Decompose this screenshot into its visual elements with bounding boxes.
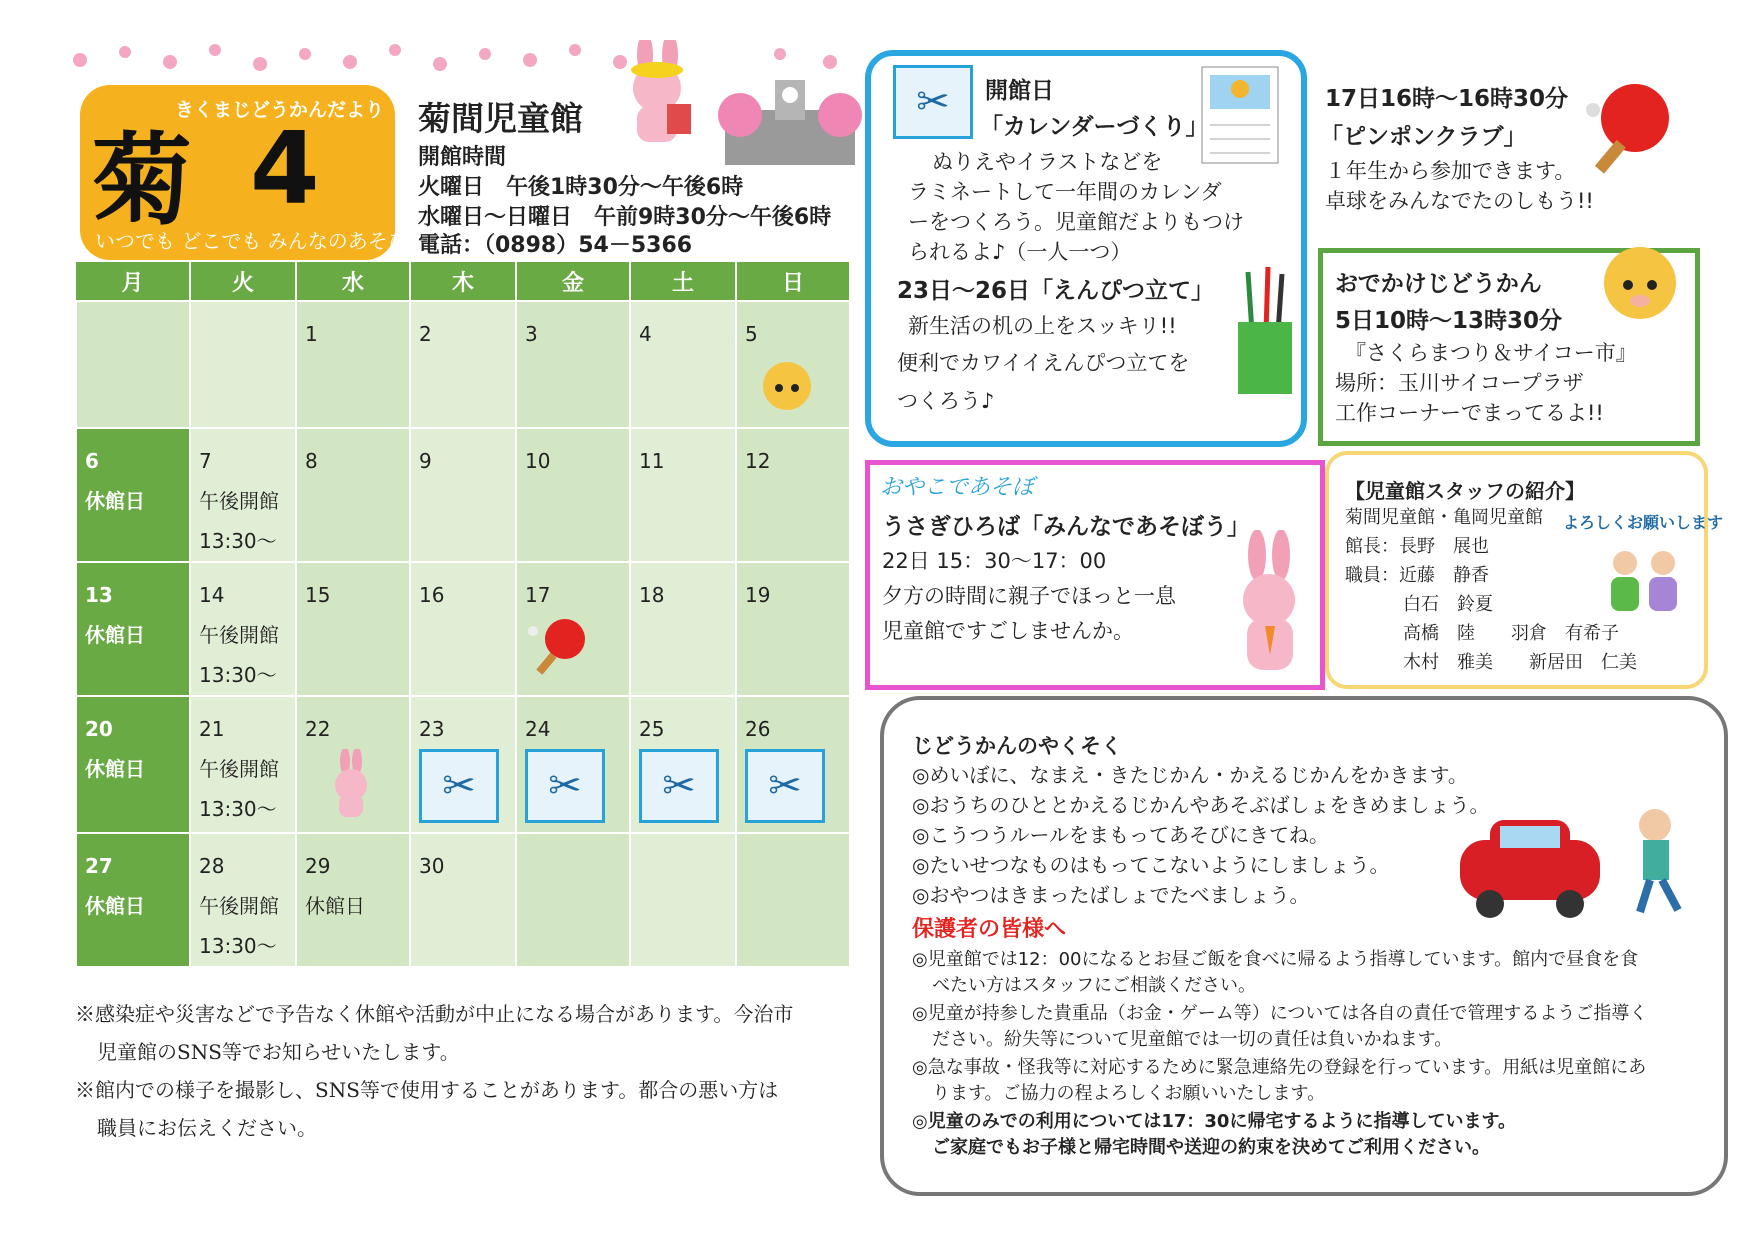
phone-number: 電話：（0898）54－5366: [418, 233, 693, 258]
day-cell: 12: [736, 428, 850, 562]
weekday-fri: 金: [516, 262, 630, 301]
day-number: 17: [525, 583, 551, 607]
weekday-tue: 火: [190, 262, 296, 301]
outing-place: 場所：玉川サイコープラザ: [1335, 371, 1584, 395]
outing-title: おでかけじどうかん: [1335, 271, 1542, 297]
logo-arc-text: きくまじどうかんだより: [175, 99, 385, 121]
staff-member-3: 高橋 陸 羽倉 有希子: [1403, 623, 1619, 644]
outing-message: 工作コーナーでまってるよ!!: [1335, 401, 1604, 425]
day-number: 23: [419, 717, 445, 741]
outing-time: 5日10時～13時30分: [1335, 308, 1563, 334]
day-cell: 8: [296, 428, 410, 562]
logo-month: 4: [250, 110, 320, 227]
monday-cell: [76, 428, 190, 562]
afternoon-open-time: 13:30～: [199, 797, 277, 821]
hours-tuesday: 火曜日 午後1時30分～午後6時: [418, 175, 744, 200]
day-number: 13: [85, 583, 113, 607]
calendar-week: [76, 833, 850, 967]
staff-member-4: 木村 雅美 新居田 仁美: [1403, 652, 1637, 673]
calendar-week: [76, 428, 850, 562]
rule-5: ◎おやつはきまったばしょでたべましょう。: [912, 883, 1310, 907]
parent-child-desc-1: 夕方の時間に親子でほっと一息: [882, 584, 1176, 608]
pingpong-desc-1: １年生から参加できます。: [1325, 159, 1576, 183]
tiger-mascot-icon: [1590, 235, 1690, 329]
day-cell: [736, 301, 850, 428]
guardian-note-3b: ります。ご協力の程よろしくお願いいたします。: [932, 1083, 1326, 1104]
tuesday-cell: [190, 428, 296, 562]
staff-greeting: よろしくお願いします: [1563, 513, 1724, 532]
day-cell: 2: [410, 301, 516, 428]
outing-event: 『さくらまつり＆サイコー市』: [1345, 341, 1637, 365]
guardian-note-4b: ご家庭でもお子様と帰宅時間や送迎の約束を決めてご利用ください。: [932, 1137, 1490, 1158]
day-cell: [630, 833, 736, 967]
pencil-stand-desc-3: つくろう♪: [897, 389, 995, 413]
pencil-stand-desc-2: 便利でカワイイえんぴつ立てを: [897, 351, 1190, 375]
note-photo-2: 職員にお伝えください。: [97, 1116, 317, 1140]
guardian-note-1a: ◎児童館では12：00になるとお昼ご飯を食べに帰るよう指導しています。館内で昼食を食: [912, 949, 1639, 970]
day-number: 26: [745, 717, 771, 741]
calendar-event-desc-2: ラミネートして一年間のカレンダ: [908, 180, 1222, 204]
monday-cell: [76, 833, 190, 967]
day-cell: 15: [296, 562, 410, 696]
weekday-mon: 月: [76, 262, 190, 301]
guardian-note-4a: ◎児童のみでの利用については17：30に帰宅するように指導しています。: [912, 1111, 1517, 1132]
closed-label: 休館日: [85, 623, 145, 647]
day-number: 22: [305, 717, 331, 741]
pingpong-desc-2: 卓球をみんなでたのしもう!!: [1325, 189, 1594, 213]
calendar-event-desc-1: ぬりえやイラストなどを: [932, 150, 1163, 174]
guardian-note-1b: べたい方はスタッフにご相談ください。: [932, 975, 1256, 996]
parent-child-title: うさぎひろば「みんなであそぼう」: [882, 514, 1250, 540]
weekday-thu: 木: [410, 262, 516, 301]
rabbit-icon: [305, 749, 375, 819]
day-number: 24: [525, 717, 551, 741]
day-cell: [410, 696, 516, 833]
scissors-icon: ✂: [419, 749, 499, 823]
day-cell: [736, 833, 850, 967]
calendar-icon: [1200, 65, 1280, 169]
staff-head: 館長：長野 展也: [1345, 536, 1489, 557]
hours-label: 開館時間: [418, 145, 507, 170]
guardian-title: 保護者の皆様へ: [912, 917, 1067, 942]
afternoon-open-label: 午後開館: [199, 894, 279, 918]
page-title: 菊間児童館: [418, 99, 583, 138]
day-number: 5: [745, 322, 758, 346]
calendar-week: [76, 301, 850, 428]
monthly-calendar: [75, 262, 851, 968]
afternoon-open-label: 午後開館: [199, 489, 279, 513]
ping-pong-paddle-icon: [525, 615, 595, 675]
calendar-event-desc-4: られるよ♪（一人一つ）: [908, 240, 1132, 264]
guardian-note-2b: ださい。紛失等について児童館では一切の責任は負いかねます。: [932, 1029, 1453, 1050]
note-closure-1: ※感染症や災害などで予告なく休館や活動が中止になる場合があります。今治市: [75, 1002, 794, 1026]
afternoon-open-time: 13:30～: [199, 934, 277, 958]
parent-child-desc-2: 児童館ですごしませんか。: [882, 619, 1134, 643]
rabbit-icon: [1225, 530, 1315, 679]
day-cell: [630, 696, 736, 833]
closed-label: 休館日: [305, 894, 365, 918]
tiger-mascot-icon: [745, 354, 825, 414]
day-number: 21: [199, 717, 225, 741]
logo-kanji: 菊: [92, 121, 192, 239]
afternoon-open-label: 午後開館: [199, 623, 279, 647]
day-cell: [516, 696, 630, 833]
day-cell: 19: [736, 562, 850, 696]
rule-4: ◎たいせつなものはもってこないようにしましょう。: [912, 853, 1390, 877]
calendar-event-label: 開館日: [985, 78, 1054, 104]
pencil-cup-icon: [1230, 262, 1300, 401]
traffic-safety-illustration: [1450, 800, 1710, 929]
parent-child-time: 22日 15：30～17：00: [882, 549, 1107, 573]
day-cell: [296, 696, 410, 833]
rule-2: ◎おうちのひととかえるじかんやあそぶばしょをきめましょう。: [912, 793, 1490, 817]
ping-pong-paddle-icon: [1585, 78, 1675, 182]
day-cell: 10: [516, 428, 630, 562]
calendar-event-desc-3: ーをつくろう。児童館だよりもつけ: [908, 210, 1244, 234]
day-cell: 11: [630, 428, 736, 562]
tuesday-cell: [190, 696, 296, 833]
scissors-icon: ✂: [745, 749, 825, 823]
day-number: 25: [639, 717, 665, 741]
weekday-wed: 水: [296, 262, 410, 301]
weekday-sun: 日: [736, 262, 850, 301]
day-cell: 1: [296, 301, 410, 428]
scissors-icon: ✂: [639, 749, 719, 823]
staff-people-icon: [1605, 545, 1685, 619]
day-number: 6: [85, 449, 99, 473]
pingpong-time: 17日16時～16時30分: [1325, 86, 1569, 112]
hours-wed-sun: 水曜日～日曜日 午前9時30分～午後6時: [418, 205, 832, 230]
rule-3: ◎こうつうルールをまもってあそびにきてね。: [912, 823, 1330, 847]
note-photo-1: ※館内での様子を撮影し、SNS等で使用することがあります。都合の悪い方は: [75, 1078, 779, 1102]
day-cell: 3: [516, 301, 630, 428]
afternoon-open-time: 13:30～: [199, 529, 277, 553]
pingpong-title: 「ピンポンクラブ」: [1320, 124, 1527, 150]
rules-title: じどうかんのやくそく: [912, 734, 1122, 758]
staff-facilities: 菊間児童館・亀岡児童館: [1345, 507, 1543, 528]
staff-member-1: 職員：近藤 静香: [1345, 565, 1489, 586]
weekday-sat: 土: [630, 262, 736, 301]
scissors-icon: ✂: [525, 749, 605, 823]
parent-child-tag: おやこであそぼ: [880, 475, 1035, 500]
day-number: 20: [85, 717, 113, 741]
school-building-illustration: [715, 70, 865, 174]
tuesday-cell: [190, 562, 296, 696]
day-cell: [296, 833, 410, 967]
day-cell: [516, 833, 630, 967]
monday-cell: [76, 696, 190, 833]
day-cell: [736, 696, 850, 833]
guardian-note-3a: ◎急な事故・怪我等に対応するために緊急連絡先の登録を行っています。用紙は児童館にあ: [912, 1057, 1647, 1078]
rabbit-student-illustration: [615, 40, 705, 154]
tuesday-cell: [190, 833, 296, 967]
day-number: 27: [85, 854, 113, 878]
calendar-week: [76, 696, 850, 833]
day-cell: 18: [630, 562, 736, 696]
guardian-note-2a: ◎児童が持参した貴重品（お金・ゲーム等）については各自の責任で管理するようご指導く: [912, 1003, 1648, 1024]
day-number: 7: [199, 449, 212, 473]
day-cell: [190, 301, 296, 428]
day-cell: 16: [410, 562, 516, 696]
pencil-stand-title: 23日～26日「えんぴつ立て」: [897, 278, 1215, 304]
day-cell: 30: [410, 833, 516, 967]
afternoon-open-time: 13:30～: [199, 663, 277, 687]
day-number: 29: [305, 854, 331, 878]
staff-member-2: 白石 鈴夏: [1403, 594, 1493, 615]
calendar-event-title: 「カレンダーづくり」: [980, 114, 1209, 140]
day-number: 14: [199, 583, 225, 607]
logo-tagline: いつでも どこでも みんなのあそびば: [95, 229, 428, 253]
day-number: 28: [199, 854, 225, 878]
note-closure-2: 児童館のSNS等でお知らせいたします。: [97, 1040, 460, 1064]
staff-title: 【児童館スタッフの紹介】: [1345, 479, 1585, 503]
day-cell: 4: [630, 301, 736, 428]
closed-label: 休館日: [85, 757, 145, 781]
day-cell: [76, 301, 190, 428]
weekday-header: [76, 262, 850, 301]
closed-label: 休館日: [85, 489, 145, 513]
pencil-stand-desc-1: 新生活の机の上をスッキリ!!: [908, 314, 1177, 338]
monday-cell: [76, 562, 190, 696]
day-cell: [516, 562, 630, 696]
day-cell: 9: [410, 428, 516, 562]
closed-label: 休館日: [85, 894, 145, 918]
calendar-week: [76, 562, 850, 696]
rule-1: ◎めいぼに、なまえ・きたじかん・かえるじかんをかきます。: [912, 763, 1468, 787]
scissors-icon: ✂: [893, 65, 973, 139]
afternoon-open-label: 午後開館: [199, 757, 279, 781]
